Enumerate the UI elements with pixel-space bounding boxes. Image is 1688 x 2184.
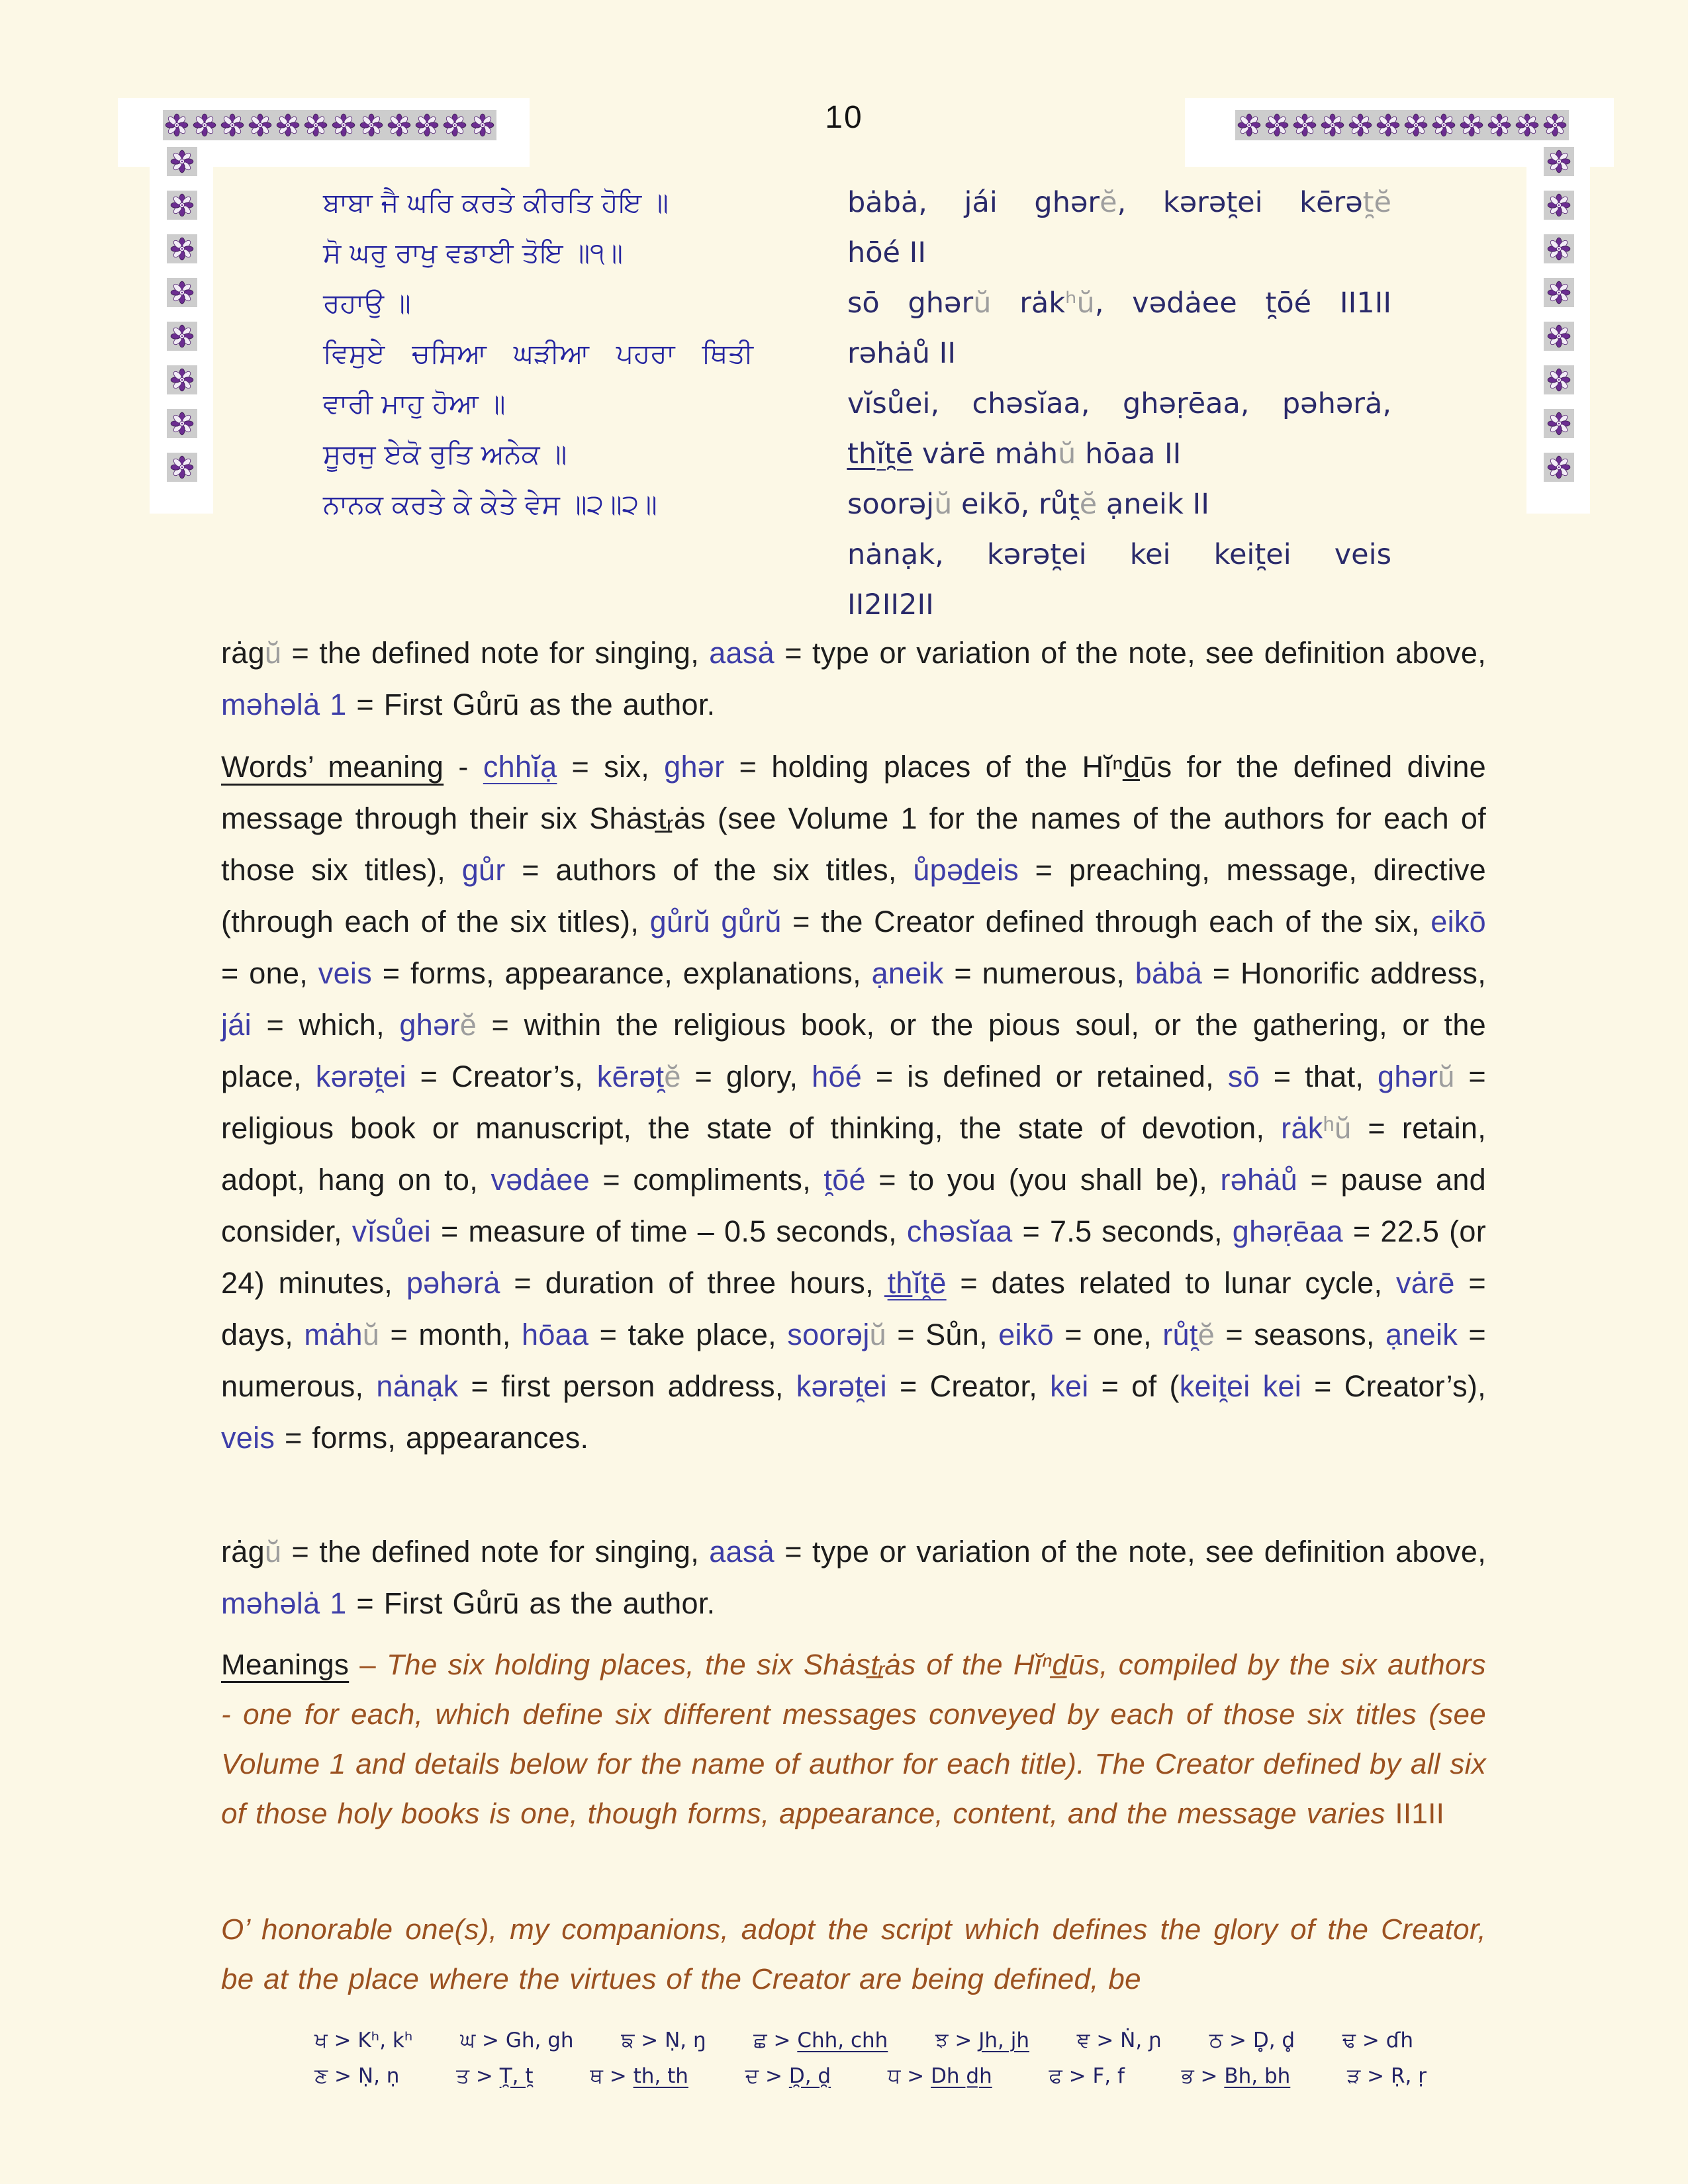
keyword: rəhȧů <box>1220 1163 1298 1197</box>
text-segment: Words’ meaning <box>221 750 444 784</box>
gray-letters: ŭ <box>1438 1060 1455 1093</box>
gray-letters: ŭ <box>973 287 992 320</box>
keyword: vȧrē <box>1395 1266 1455 1300</box>
flower-icon <box>167 234 197 263</box>
text-segment: O’ honorable one(s), my companions, adopt the script which defines the glory of the Creator, be at the place where the virtues of the Creator are being defined, be <box>221 1913 1486 1995</box>
ornament-column-right <box>1544 147 1574 482</box>
legend-roman-value: Chh, chh <box>797 2028 888 2052</box>
legend-gurmukhi-letter: ਫ <box>1049 2064 1062 2088</box>
text-segment: = first person address, <box>458 1369 796 1403</box>
keyword: məhəlȧ 1 <box>221 688 347 721</box>
text-segment: = duration of three hours, <box>500 1266 888 1300</box>
text-segment: = type or variation of the note, see definition above, <box>774 1535 1486 1569</box>
keyword: nȧnạk <box>376 1369 459 1403</box>
legend-gurmukhi-letter: ਠ <box>1209 2028 1223 2052</box>
flower-icon <box>167 322 197 351</box>
text-segment: = First Gůrū as the author. <box>346 1586 716 1620</box>
transliteration-line <box>847 177 1391 228</box>
keyword: gůr <box>461 853 506 887</box>
flower-icon <box>1544 191 1574 220</box>
flower-icon <box>167 365 197 394</box>
text-segment: = Creator, <box>886 1369 1051 1403</box>
legend-item: ਢ > ɗh <box>1342 2028 1413 2052</box>
keyword: məhəlȧ 1 <box>221 1586 347 1620</box>
gray-letters: ŭ <box>934 488 953 521</box>
text-segment: = Honorific address, <box>1202 956 1487 990</box>
keyword: mȧh <box>304 1318 363 1351</box>
text-segment: II1II <box>1395 1797 1445 1830</box>
legend-gurmukhi-letter: ਝ <box>935 2028 949 2052</box>
text-segment: = authors of the six titles, <box>505 853 914 887</box>
gurmukhi-line: ਸੂਰਜੁ ਏਕੋ ਰੁਤਿ ਅਨੇਕ ॥ <box>323 438 567 470</box>
text-segment: = numerous, <box>943 956 1135 990</box>
text-segment: rȧg <box>221 1535 265 1569</box>
flower-icon <box>1544 322 1574 351</box>
page-number: 10 <box>825 100 863 135</box>
transliteration-line <box>847 278 1391 328</box>
text-segment: = forms, appearance, explanations, <box>372 956 872 990</box>
legend-item: ਫ > F, f <box>1049 2064 1125 2088</box>
keyword: ůpəd̲eis <box>913 853 1019 887</box>
text-segment: = take place, <box>588 1318 788 1351</box>
keyword: t̯ōé <box>823 1163 866 1197</box>
transliteration-line <box>847 580 1391 630</box>
text-segment: vȧrē mȧh <box>913 437 1058 471</box>
text-segment: rȧg <box>221 636 265 670</box>
flower-icon <box>1544 234 1574 263</box>
gray-letters: ĕ <box>1197 1318 1215 1351</box>
text-segment: = preaching, message, directive (through each of the six titles), <box>221 853 1486 938</box>
flower-icon <box>167 453 197 482</box>
legend-gurmukhi-letter: ਧ <box>887 2064 901 2088</box>
text-segment: = 22.5 (or 24) minutes, <box>221 1214 1487 1300</box>
paragraph-meanings <box>221 1640 1486 1839</box>
text-segment: hōaa II <box>1076 437 1182 471</box>
legend-gurmukhi-letter: ਞ <box>1076 2028 1090 2052</box>
keyword: hōé <box>812 1060 863 1093</box>
keyword: ạneik <box>871 956 944 990</box>
transliteration-line <box>847 429 1391 479</box>
keyword: pəhərȧ <box>406 1266 500 1300</box>
text-segment: = compliments, <box>589 1163 824 1197</box>
text-segment: = pause and consider, <box>221 1163 1487 1248</box>
text-segment: = one, <box>1054 1318 1163 1351</box>
text-segment: = days, <box>221 1266 1486 1351</box>
gray-letters: ĕ <box>1100 186 1117 219</box>
text-segment: Meanings <box>221 1649 350 1681</box>
keyword: bȧbȧ <box>1135 956 1203 990</box>
legend-row <box>314 2023 1413 2058</box>
text-segment: eikō, růt̯ <box>952 488 1080 521</box>
flower-icon <box>1544 409 1574 438</box>
gray-letters: ŭ <box>264 1535 282 1569</box>
keyword: ạneik <box>1385 1318 1458 1351</box>
gray-letters: ĕ <box>1079 488 1098 521</box>
text-segment: = month, <box>379 1318 522 1351</box>
keyword: kərət̯ei <box>796 1369 887 1403</box>
transliteration-line <box>847 379 1391 429</box>
keyword: ghər <box>399 1008 460 1042</box>
paragraph-words-meaning <box>221 741 1486 1464</box>
transliteration-line <box>847 529 1391 580</box>
legend-gurmukhi-letter: ੜ <box>1347 2064 1361 2088</box>
text-segment: rəhȧů II <box>847 337 957 370</box>
keyword: eikō <box>1430 905 1487 938</box>
legend-roman-value: ɗh <box>1385 2028 1413 2052</box>
keyword: soorəj <box>787 1318 870 1351</box>
transliteration-legend <box>314 2023 1427 2094</box>
text-segment: nȧnạk, kərət̯ei kei keit̯ei veis <box>847 538 1391 571</box>
legend-item: ਝ > Jh, jh <box>935 2028 1029 2052</box>
text-segment: = to you (you shall be), <box>865 1163 1221 1197</box>
legend-roman-value: Ṅ, ɲ <box>1120 2028 1162 2052</box>
text-segment: = one, <box>221 956 318 990</box>
text-segment: = Sůn, <box>886 1318 999 1351</box>
gurmukhi-line: ਰਹਾਉ ॥ <box>323 287 411 319</box>
legend-roman-value: th, th <box>633 2064 688 2088</box>
legend-item: ਘ > Gh, gh <box>460 2028 574 2052</box>
flower-icon <box>167 147 197 176</box>
legend-gurmukhi-letter: ਥ <box>590 2064 603 2088</box>
legend-roman-value: Kʰ, kʰ <box>357 2028 413 2052</box>
legend-item: ਧ > Dh d̲h <box>887 2064 992 2088</box>
legend-item: ਛ > Chh, chh <box>753 2028 888 2052</box>
text-segment: = the defined note for singing, <box>281 1535 710 1569</box>
legend-gurmukhi-letter: ਖ <box>314 2028 328 2052</box>
keyword: veis <box>221 1421 275 1455</box>
flower-icon <box>1544 278 1574 307</box>
text-segment: = the Creator defined through each of the six, <box>781 905 1431 938</box>
legend-row <box>314 2058 1427 2094</box>
legend-gurmukhi-letter: ਛ <box>753 2028 767 2052</box>
keyword: sō <box>1227 1060 1260 1093</box>
text-segment: = measure of time – 0.5 seconds, <box>431 1214 907 1248</box>
text-segment: hōé II <box>847 236 927 269</box>
legend-item: ੜ > Ṛ, ṛ <box>1347 2064 1427 2088</box>
text-segment: = of ( <box>1088 1369 1180 1403</box>
keyword: kei <box>1050 1369 1089 1403</box>
text-segment: = retain, adopt, hang on to, <box>221 1111 1486 1197</box>
text-segment: - <box>444 750 483 784</box>
text-segment: rȧk <box>991 287 1066 320</box>
keyword: keit̯ei kei <box>1179 1369 1302 1403</box>
paragraph-meanings-continued <box>221 1905 1486 2004</box>
text-segment: = which, <box>251 1008 400 1042</box>
legend-roman-value: Ṇ, ṇ <box>357 2064 400 2088</box>
keyword: eikō <box>998 1318 1054 1351</box>
keyword: kērət̯ <box>596 1060 665 1093</box>
legend-gurmukhi-letter: ਦ <box>745 2064 759 2088</box>
text-segment: = glory, <box>680 1060 812 1093</box>
text-segment: , vədȧee t̯ōé II1II <box>1094 287 1391 320</box>
text-segment: t̲h̲ĭt̯ē <box>847 437 914 471</box>
legend-roman-value: T̯, t̯ <box>499 2064 534 2088</box>
legend-roman-value: Jh, jh <box>978 2028 1029 2052</box>
text-segment: – <box>349 1649 387 1681</box>
transliteration-line <box>847 228 1391 278</box>
legend-gurmukhi-letter: ਣ <box>314 2064 328 2088</box>
text-segment: = type or variation of the note, see definition above, <box>774 636 1486 670</box>
gray-letters: ŭ <box>869 1318 886 1351</box>
keyword: ghər <box>1378 1060 1438 1093</box>
gray-letters: t̯ĕ <box>1362 186 1391 219</box>
transliteration-line <box>847 328 1391 379</box>
gurmukhi-line: ਵਾਰੀ ਮਾਹੁ ਹੋਆ ॥ <box>323 388 506 420</box>
keyword: ghəṛēaa <box>1232 1214 1343 1248</box>
gray-letters: ĕ <box>664 1060 681 1093</box>
flower-icon <box>1544 147 1574 176</box>
gurmukhi-line: ਨਾਨਕ ਕਰਤੇ ਕੇ ਕੇਤੇ ਵੇਸ ॥੨॥੨॥ <box>323 488 657 520</box>
flower-icon <box>167 409 197 438</box>
legend-item: ਣ > Ṇ, ṇ <box>314 2064 400 2088</box>
legend-item: ਤ > T̯, t̯ <box>456 2064 534 2088</box>
legend-roman-value: Bh, bh <box>1224 2064 1291 2088</box>
legend-item: ਦ > D̯, d̯ <box>745 2064 831 2088</box>
text-segment: = is defined or retained, <box>862 1060 1228 1093</box>
legend-roman-value: Ṛ, ṛ <box>1390 2064 1427 2088</box>
legend-roman-value: Ṇ, ŋ <box>665 2028 706 2052</box>
keyword: t̲h̲ĭt̯ē <box>887 1266 947 1300</box>
gray-letters: ĕ <box>459 1008 477 1042</box>
text-segment: = dates related to lunar cycle, <box>946 1266 1396 1300</box>
text-segment: , kərət̯ei kērə <box>1117 186 1363 219</box>
legend-item: ਙ > Ṇ, ŋ <box>621 2028 706 2052</box>
text-segment: sō ghər <box>847 287 974 320</box>
keyword: růt̯ <box>1162 1318 1198 1351</box>
text-segment: vĭsůei, chəsĭaa, ghəṛēaa, pəhərȧ, <box>847 387 1391 420</box>
text-segment: = holding places of the Hĭⁿd̲ūs for the defined divine message through their six Shȧst̲ᵣȧs (see Volume 1 for the names of the authors for each of those six titles), <box>221 750 1487 887</box>
transliteration-line <box>847 479 1391 529</box>
legend-item: ਥ > th, th <box>590 2064 688 2088</box>
text-segment: = forms, appearances. <box>275 1421 589 1455</box>
paragraph-raag-definition <box>221 627 1486 731</box>
flower-icon <box>167 278 197 307</box>
legend-gurmukhi-letter: ਙ <box>621 2028 635 2052</box>
text-segment: = that, <box>1259 1060 1378 1093</box>
text-segment: The six holding places, the six Shȧst̲ᵣȧs of the Hĭⁿd̲ūs, compiled by the six authors - one for each, which define six different messages conveyed by each of those six titles (see Volume 1 and details below for the name of author for each title). The Creator defined by all six of those holy books is one, though forms, appearance, content, and the message varies <box>221 1649 1486 1830</box>
text-segment: = within the religious book, or the pious soul, or the gathering, or the place, <box>221 1008 1486 1093</box>
flower-icon <box>1544 453 1574 482</box>
keyword: rȧk <box>1281 1111 1323 1145</box>
legend-roman-value: D̯, d̯ <box>788 2064 831 2088</box>
gray-letters: ʰŭ <box>1065 287 1095 320</box>
text-segment: = Creator’s), <box>1301 1369 1486 1403</box>
text-segment: = six, <box>557 750 665 784</box>
flower-icon <box>167 191 197 220</box>
gray-letters: ʰŭ <box>1323 1111 1352 1145</box>
text-segment: bȧbȧ, jái ghər <box>847 186 1100 219</box>
ornament-column-left <box>167 147 197 482</box>
gurmukhi-line: ਵਿਸੁਏ ਚਸਿਆ ਘੜੀਆ ਪਹਰਾ ਥਿਤੀ <box>323 338 753 369</box>
legend-gurmukhi-letter: ਭ <box>1181 2064 1194 2088</box>
keyword: aasȧ <box>709 636 774 670</box>
legend-item: ਠ > D̥, d̥ <box>1209 2028 1295 2052</box>
keyword: aasȧ <box>709 1535 774 1569</box>
gray-letters: ŭ <box>362 1318 380 1351</box>
text-segment: = 7.5 seconds, <box>1012 1214 1233 1248</box>
gurmukhi-line: ਬਾਬਾ ਜੈ ਘਰਿ ਕਰਤੇ ਕੀਰਤਿ ਹੋਇ ॥ <box>323 187 669 218</box>
legend-gurmukhi-letter: ਤ <box>456 2064 469 2088</box>
legend-roman-value: F, f <box>1092 2064 1125 2088</box>
text-segment: = the defined note for singing, <box>281 636 710 670</box>
legend-gurmukhi-letter: ਢ <box>1342 2028 1356 2052</box>
gray-letters: ŭ <box>1058 437 1076 471</box>
legend-roman-value: D̥, d̥ <box>1252 2028 1295 2052</box>
legend-roman-value: Gh, gh <box>505 2028 574 2052</box>
legend-gurmukhi-letter: ਘ <box>460 2028 476 2052</box>
verse-transliteration-column <box>847 177 1391 630</box>
text-segment: = numerous, <box>221 1318 1486 1403</box>
keyword: gůrŭ gůrŭ <box>649 905 782 938</box>
keyword: hōaa <box>522 1318 589 1351</box>
legend-item: ਭ > Bh, bh <box>1181 2064 1291 2088</box>
paragraph-raag-definition-repeat <box>221 1526 1486 1629</box>
text-segment: = First Gůrū as the author. <box>346 688 716 721</box>
text-segment: = Creator’s, <box>406 1060 597 1093</box>
keyword: kərət̯ei <box>315 1060 406 1093</box>
verse-gurmukhi-column <box>323 177 753 529</box>
keyword: jái <box>221 1008 252 1042</box>
gurmukhi-line: ਸੋ ਘਰੁ ਰਾਖੁ ਵਡਾਈ ਤੋਇ ॥੧॥ <box>323 237 624 269</box>
legend-item: ਖ > Kʰ, kʰ <box>314 2028 413 2052</box>
keyword: vĭsůei <box>352 1214 432 1248</box>
gray-letters: ŭ <box>264 636 282 670</box>
text-segment: = seasons, <box>1215 1318 1386 1351</box>
text-segment: = religious book or manuscript, the state of thinking, the state of devotion, <box>221 1060 1486 1145</box>
keyword: chhĭạ <box>483 750 557 784</box>
keyword: chəsĭaa <box>906 1214 1013 1248</box>
legend-roman-value: Dh d̲h <box>931 2064 992 2088</box>
legend-item: ਞ > Ṅ, ɲ <box>1076 2028 1162 2052</box>
keyword: vədȧee <box>491 1163 590 1197</box>
flower-icon <box>1544 365 1574 394</box>
text-segment: II2II2II <box>847 588 934 621</box>
keyword: ghər <box>664 750 725 784</box>
text-segment: soorəj <box>847 488 935 521</box>
text-segment: ạneik II <box>1097 488 1209 521</box>
keyword: veis <box>318 956 373 990</box>
